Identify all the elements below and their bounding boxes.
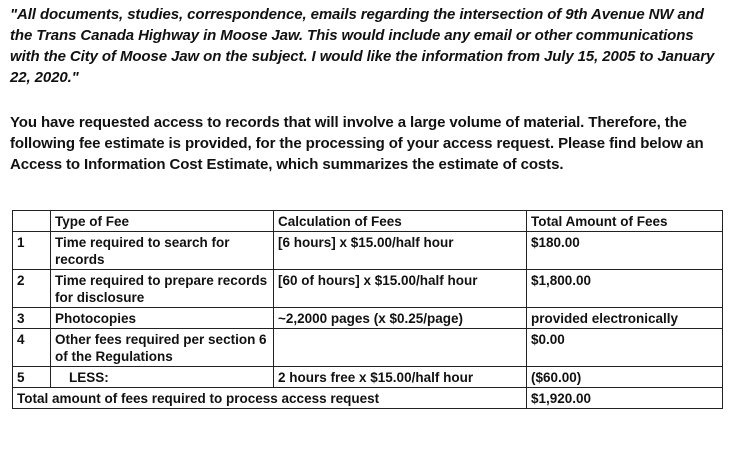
header-type: Type of Fee xyxy=(51,211,274,232)
table-row xyxy=(13,232,723,270)
row-fee-type: Time required to prepare records for disclosure xyxy=(51,270,274,308)
row-fee-type: Other fees required per section 6 of the Regulations xyxy=(51,329,274,367)
table-row xyxy=(13,367,723,388)
header-num-cell xyxy=(13,211,51,232)
row-calculation: [60 of hours] x $15.00/half hour xyxy=(274,270,527,308)
row-total: $0.00 xyxy=(527,329,723,367)
grand-total-row xyxy=(13,388,723,409)
row-number: 4 xyxy=(13,329,51,367)
row-number: 1 xyxy=(13,232,51,270)
row-fee-type: Time required to search for records xyxy=(51,232,274,270)
row-fee-type: Photocopies xyxy=(51,308,274,329)
row-number: 2 xyxy=(13,270,51,308)
table-row xyxy=(13,329,723,367)
grand-total-value: $1,920.00 xyxy=(527,388,723,409)
row-total: $1,800.00 xyxy=(527,270,723,308)
row-total: ($60.00) xyxy=(527,367,723,388)
row-fee-type: LESS: xyxy=(51,367,274,388)
intro-paragraph: You have requested access to records that will involve a large volume of material. Therefore, the following fee estimate is provided, for the processing of your access request. Please find below an Access to Information Cost Estimate, which summarizes the estimate of costs. xyxy=(10,114,704,173)
row-calculation: [6 hours] x $15.00/half hour xyxy=(274,232,527,270)
grand-total-label: Total amount of fees required to process access request xyxy=(13,388,527,409)
table-row xyxy=(13,270,723,308)
header-calculation: Calculation of Fees xyxy=(274,211,527,232)
table-header-row xyxy=(13,211,723,232)
row-calculation xyxy=(274,329,527,367)
row-total: provided electronically xyxy=(527,308,723,329)
header-total: Total Amount of Fees xyxy=(527,211,723,232)
row-number: 3 xyxy=(13,308,51,329)
request-quote: "All documents, studies, correspondence, emails regarding the intersection of 9th Avenue NW and the Trans Canada Highway in Moose Jaw. This would include any email or other communications with the City of Moose Jaw on the subject. I would like the information from July 15, 2005 to January 22, 2020." xyxy=(10,6,715,86)
row-calculation: ~2,2000 pages (x $0.25/page) xyxy=(274,308,527,329)
row-total: $180.00 xyxy=(527,232,723,270)
fee-estimate-table xyxy=(12,210,723,409)
row-number: 5 xyxy=(13,367,51,388)
row-calculation: 2 hours free x $15.00/half hour xyxy=(274,367,527,388)
table-row xyxy=(13,308,723,329)
